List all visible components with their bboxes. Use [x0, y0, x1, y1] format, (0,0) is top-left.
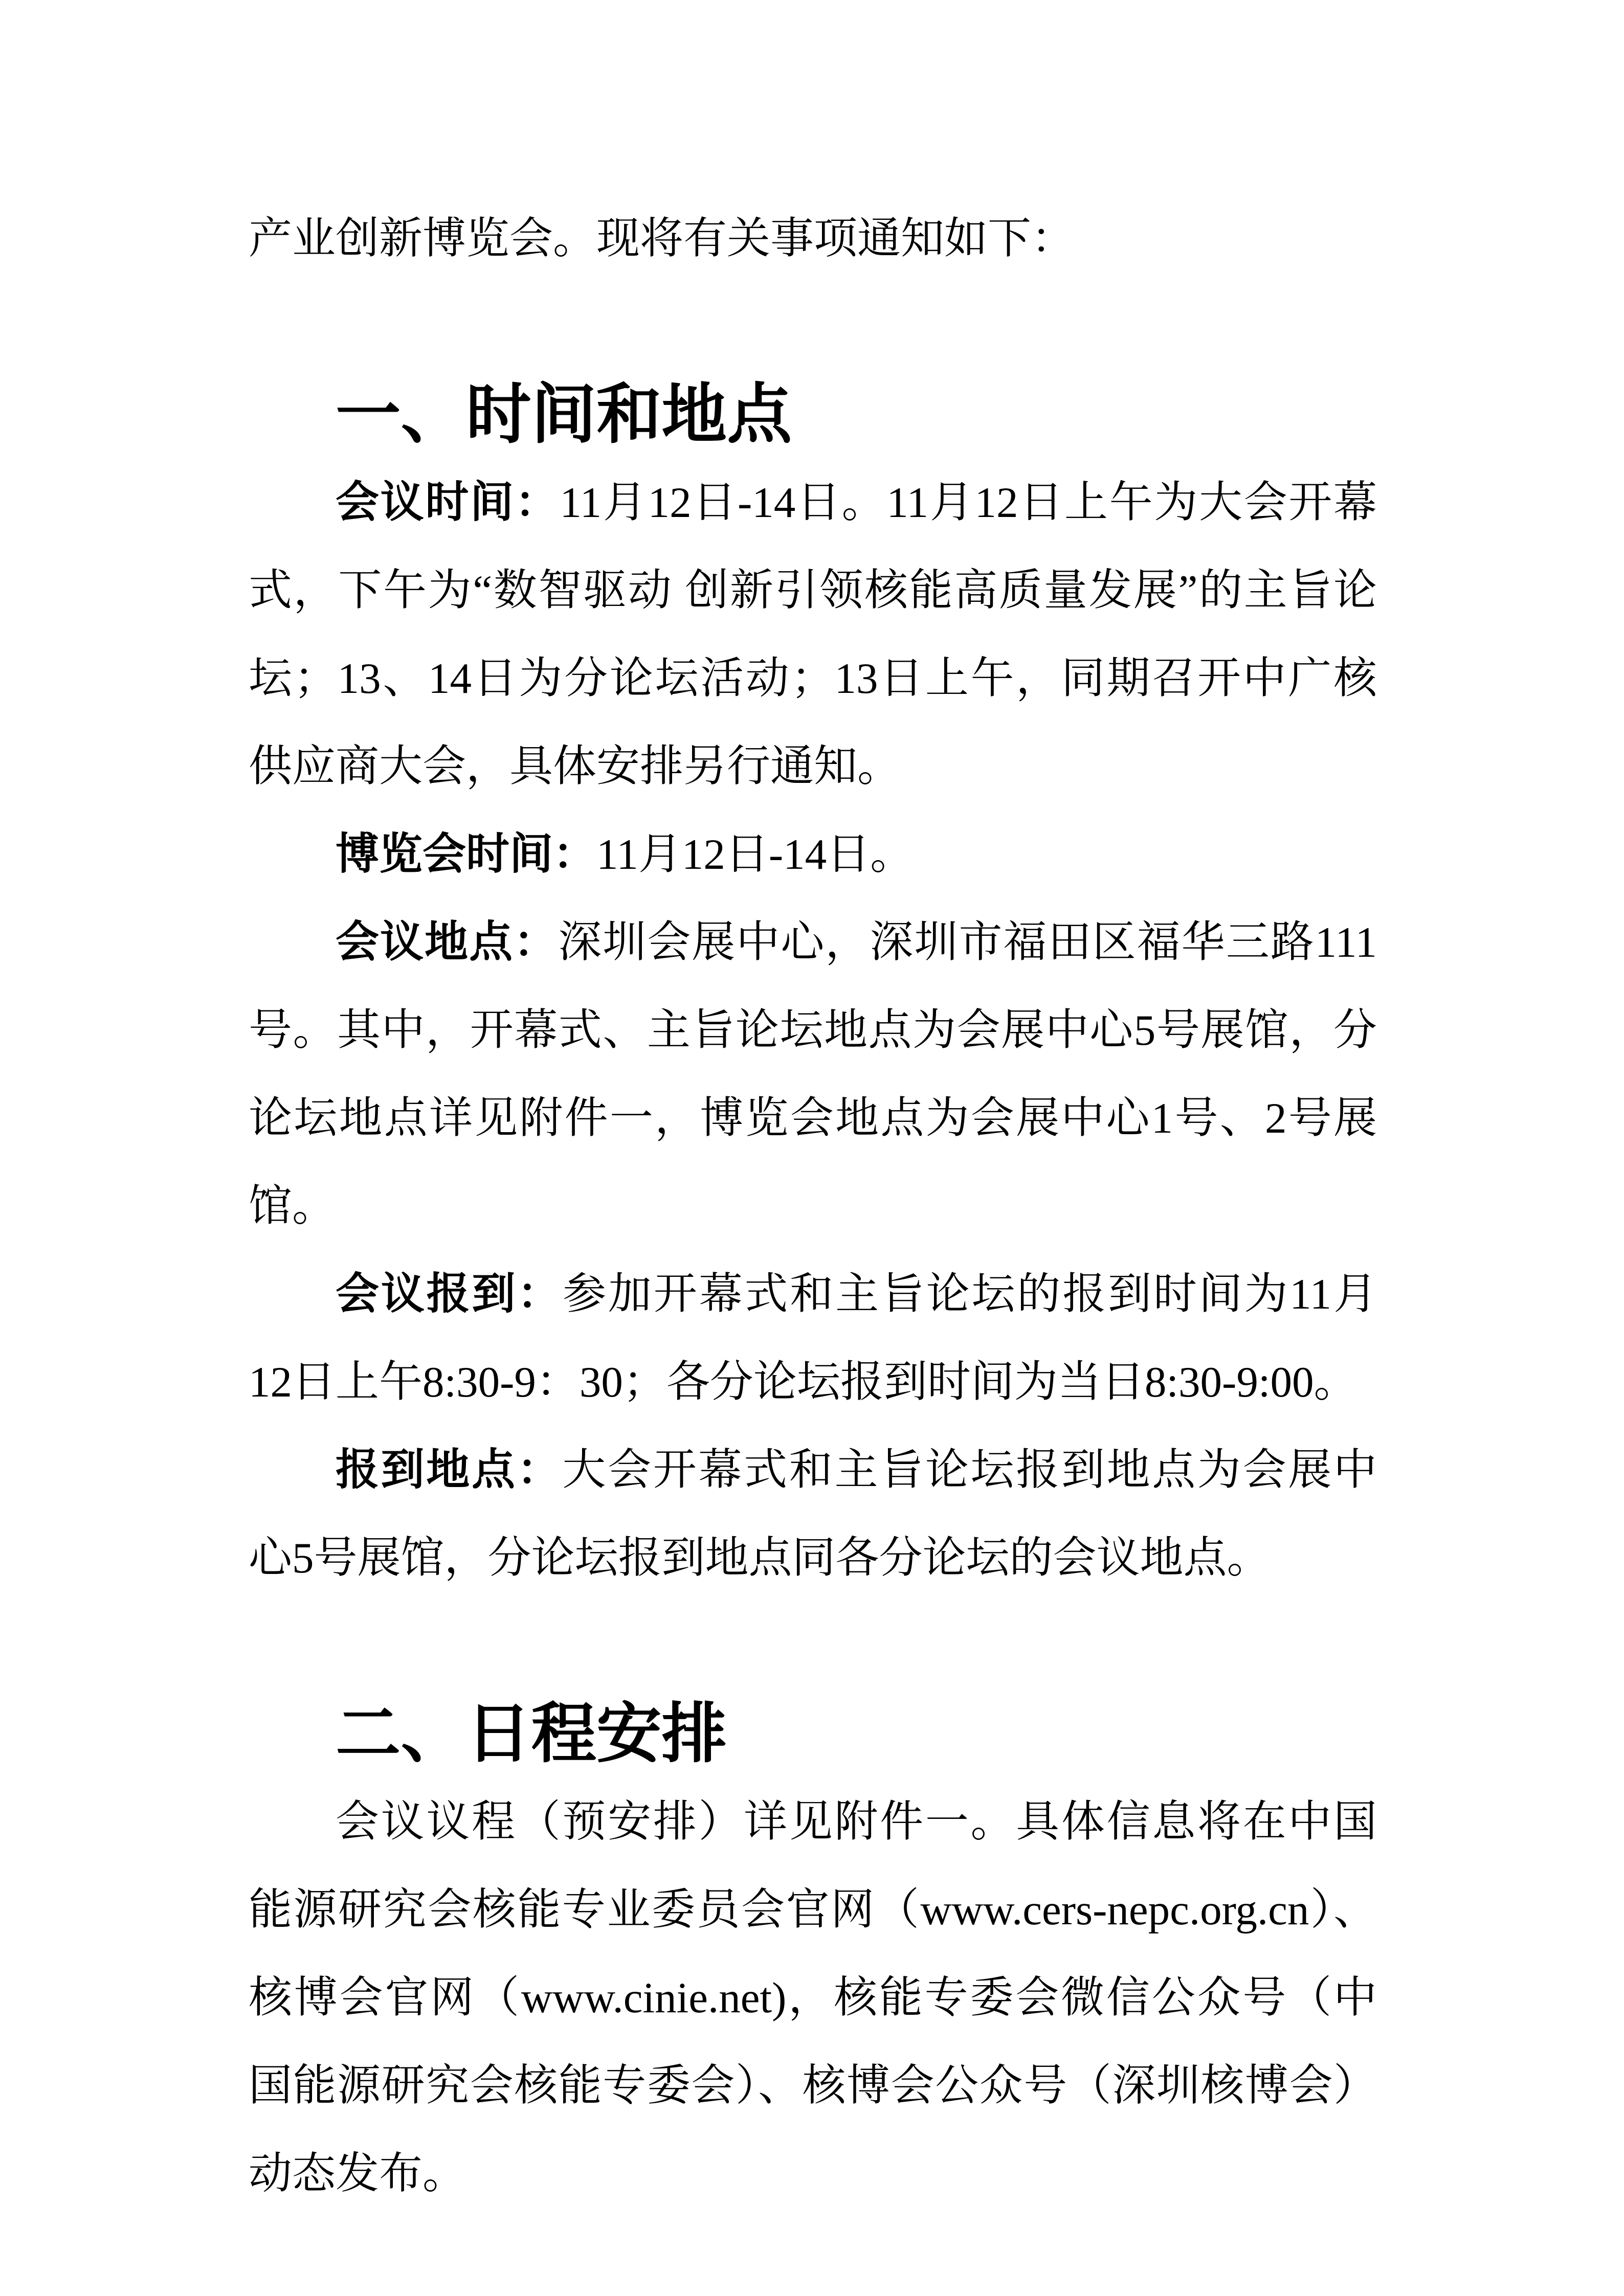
- paragraph-label: 会议地点：: [336, 918, 559, 966]
- paragraph-agenda: [249, 1778, 1377, 2218]
- intro-paragraph-text: 产业创新博览会。现将有关事项通知如下：: [249, 215, 1075, 263]
- paragraph-label: 博览会时间：: [336, 830, 597, 879]
- paragraph-text: 参加开幕式和主旨论坛的报到时间为11月12日上午8:30-9：30；各分论坛报到时间为当日8:30-9:00。: [249, 1270, 1377, 1406]
- paragraph-text: 深圳会展中心，深圳市福田区福华三路111号。其中，开幕式、主旨论坛地点为会展中心5号展馆，分论坛地点详见附件一，博览会地点为会展中心1号、2号展馆。: [249, 918, 1377, 1230]
- paragraph-registration-place: [249, 1426, 1377, 1602]
- paragraph-text: 11月12日-14日。11月12日上午为大会开幕式，下午为“数智驱动 创新引领核能高质量发展”的主旨论坛；13、14日为分论坛活动；13日上午，同期召开中广核供应商大会，具体安排另行通知。: [249, 479, 1377, 791]
- section-heading-1: 一、时间和地点: [336, 378, 792, 451]
- intro-paragraph: [249, 195, 1377, 283]
- paragraph-text: 大会开幕式和主旨论坛报到地点为会展中心5号展馆，分论坛报到地点同各分论坛的会议地点。: [249, 1446, 1377, 1582]
- paragraph-label: 会议报到：: [336, 1270, 563, 1318]
- paragraph-text: 11月12日-14日。: [596, 830, 914, 879]
- paragraph-expo-time: [249, 811, 1377, 898]
- paragraph-registration-time: [249, 1250, 1377, 1426]
- paragraph-meeting-time: [249, 459, 1377, 811]
- paragraph-text: 会议议程（预安排）详见附件一。具体信息将在中国能源研究会核能专业委员会官网（www.cers-nepc.org.cn）、核博会官网（www.cinie.net)，核能专委会微信公众号（中国能源研究会核能专委会）、核博会公众号（深圳核博会）动态发布。: [249, 1798, 1377, 2198]
- paragraph-label: 报到地点：: [336, 1446, 563, 1494]
- paragraph-meeting-place: [249, 898, 1377, 1250]
- section-heading-2: 二、日程安排: [336, 1698, 727, 1770]
- document-body: [249, 195, 1377, 2218]
- paragraph-label: 会议时间：: [336, 479, 560, 527]
